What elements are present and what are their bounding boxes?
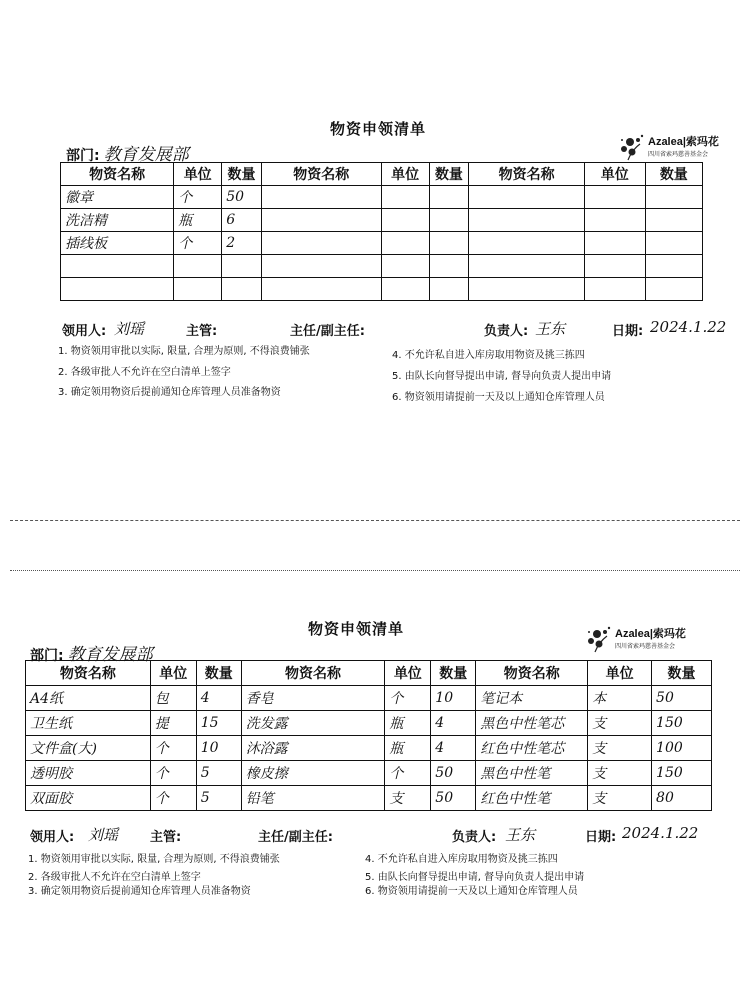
table-cell: 个 — [150, 761, 196, 786]
director-label: 主任/副主任: — [290, 324, 365, 339]
table-row — [26, 786, 712, 811]
responsible-value: 王东 — [505, 826, 536, 844]
cut-line — [10, 570, 740, 571]
table-cell: 50 — [652, 686, 712, 711]
table-row — [26, 686, 712, 711]
table-cell: 插线板 — [61, 232, 174, 255]
rule-item: 1. 物资领用审批以实际, 限量, 合理为原则, 不得浪费铺张 — [28, 854, 280, 865]
rule-item: 4. 不允许私自进入库房取用物资及挑三拣四 — [365, 854, 558, 865]
table-cell: 瓶 — [385, 711, 431, 736]
table-cell: 100 — [652, 736, 712, 761]
table-cell: 4 — [196, 686, 241, 711]
department-label: 部门: — [66, 148, 100, 164]
table-cell — [645, 232, 702, 255]
rule-item: 1. 物资领用审批以实际, 限量, 合理为原则, 不得浪费铺张 — [58, 346, 310, 357]
table-row — [61, 186, 703, 209]
table-cell — [61, 255, 174, 278]
date-value: 2024.1.22 — [622, 824, 699, 842]
header-cell: 物资名称 — [26, 661, 151, 686]
table-cell: 本 — [588, 686, 652, 711]
table-cell: 黑色中性笔 — [476, 761, 588, 786]
table-cell — [469, 232, 585, 255]
header-cell: 物资名称 — [469, 163, 585, 186]
header-cell: 数量 — [652, 661, 712, 686]
table-cell: 50 — [222, 186, 262, 209]
rule-item: 2. 各级审批人不允许在空白清单上签字 — [58, 367, 231, 378]
table-cell — [61, 278, 174, 301]
table-cell — [645, 209, 702, 232]
table-cell — [584, 278, 645, 301]
table-cell: 15 — [196, 711, 241, 736]
rule-item: 2. 各级审批人不允许在空白清单上签字 — [28, 872, 201, 883]
logo — [585, 622, 705, 662]
table-cell: 支 — [588, 711, 652, 736]
table-cell: 个 — [385, 761, 431, 786]
rule-item: 5. 由队长向督导提出申请, 督导向负责人提出申请 — [392, 371, 612, 382]
table-cell: 黑色中性笔芯 — [476, 711, 588, 736]
table-cell — [645, 255, 702, 278]
table-cell: 50 — [431, 761, 476, 786]
header-cell: 单位 — [584, 163, 645, 186]
table-cell — [584, 255, 645, 278]
table-cell: 卫生纸 — [26, 711, 151, 736]
responsible-label: 负责人: — [484, 324, 529, 339]
header-cell: 数量 — [429, 163, 469, 186]
table-cell: 支 — [385, 786, 431, 811]
table-cell: 铅笔 — [241, 786, 385, 811]
header-cell: 单位 — [588, 661, 652, 686]
table-cell: 透明胶 — [26, 761, 151, 786]
table-cell: 红色中性笔芯 — [476, 736, 588, 761]
table-cell: 2 — [222, 232, 262, 255]
table-cell — [469, 186, 585, 209]
table-cell — [261, 278, 381, 301]
table-cell — [261, 209, 381, 232]
form-title: 物资申领清单 — [330, 120, 427, 138]
recipient-value: 刘瑶 — [114, 320, 145, 338]
table-cell — [261, 255, 381, 278]
header-cell: 单位 — [174, 163, 222, 186]
table-cell — [261, 186, 381, 209]
table-cell — [174, 255, 222, 278]
header-cell: 物资名称 — [61, 163, 174, 186]
responsible-label: 负责人: — [452, 830, 497, 845]
table-cell: 个 — [174, 186, 222, 209]
table-cell — [381, 232, 429, 255]
table-row — [61, 232, 703, 255]
table-cell: 6 — [222, 209, 262, 232]
table-cell — [381, 209, 429, 232]
date-label: 日期: — [612, 324, 644, 339]
table-cell: 5 — [196, 786, 241, 811]
header-cell: 单位 — [381, 163, 429, 186]
table-cell — [429, 278, 469, 301]
table-cell — [381, 186, 429, 209]
header-cell: 数量 — [645, 163, 702, 186]
responsible-value: 王东 — [535, 320, 566, 338]
table-cell — [381, 278, 429, 301]
table-cell: 徽章 — [61, 186, 174, 209]
table-row — [26, 761, 712, 786]
logo-subtitle: 四川省索玛慈善基金会 — [615, 643, 676, 650]
table-row — [26, 736, 712, 761]
rule-item: 3. 确定领用物资后提前通知仓库管理人员准备物资 — [58, 387, 281, 398]
rule-item: 6. 物资领用请提前一天及以上通知仓库管理人员 — [365, 886, 578, 897]
table-cell: 沐浴露 — [241, 736, 385, 761]
table-cell — [584, 186, 645, 209]
table-cell — [645, 278, 702, 301]
table-cell: 150 — [652, 711, 712, 736]
recipient-value: 刘瑶 — [88, 826, 119, 844]
table-cell: 150 — [652, 761, 712, 786]
supervisor-label: 主管: — [186, 324, 218, 339]
table-cell: 洗发露 — [241, 711, 385, 736]
table-cell: 洗洁精 — [61, 209, 174, 232]
rule-item: 4. 不允许私自进入库房取用物资及挑三拣四 — [392, 350, 585, 361]
table-cell — [469, 209, 585, 232]
recipient-label: 领用人: — [62, 324, 107, 339]
table-cell: 瓶 — [385, 736, 431, 761]
header-cell: 数量 — [431, 661, 476, 686]
table-cell: 5 — [196, 761, 241, 786]
table-cell — [261, 232, 381, 255]
header-cell: 物资名称 — [476, 661, 588, 686]
table-row — [61, 209, 703, 232]
table-cell: 瓶 — [174, 209, 222, 232]
date-value: 2024.1.22 — [650, 318, 727, 336]
header-cell: 物资名称 — [261, 163, 381, 186]
header-cell: 数量 — [222, 163, 262, 186]
form-title: 物资申领清单 — [308, 620, 405, 638]
azalea-flower-icon — [618, 132, 650, 164]
table-cell — [584, 209, 645, 232]
table-row — [26, 711, 712, 736]
table-cell: 双面胶 — [26, 786, 151, 811]
table-cell: 10 — [431, 686, 476, 711]
cut-line — [10, 520, 740, 521]
logo-brand: Azalea|索玛花 — [615, 628, 686, 640]
table-cell: 个 — [150, 736, 196, 761]
table-cell: 80 — [652, 786, 712, 811]
table-cell: 个 — [385, 686, 431, 711]
rule-item: 5. 由队长向督导提出申请, 督导向负责人提出申请 — [365, 872, 585, 883]
table-cell: 包 — [150, 686, 196, 711]
table-cell — [584, 232, 645, 255]
recipient-label: 领用人: — [30, 830, 75, 845]
rule-item: 3. 确定领用物资后提前通知仓库管理人员准备物资 — [28, 886, 251, 897]
table-cell — [429, 186, 469, 209]
header-cell: 物资名称 — [241, 661, 385, 686]
date-label: 日期: — [585, 830, 617, 845]
table-cell: 支 — [588, 736, 652, 761]
table-cell: 个 — [174, 232, 222, 255]
table-cell — [469, 278, 585, 301]
table-cell — [222, 255, 262, 278]
items-table — [60, 162, 703, 301]
table-cell: 10 — [196, 736, 241, 761]
table-cell: 支 — [588, 761, 652, 786]
table-cell: 笔记本 — [476, 686, 588, 711]
logo-brand: Azalea|索玛花 — [648, 136, 719, 148]
table-cell — [469, 255, 585, 278]
table-cell — [381, 255, 429, 278]
table-cell: 提 — [150, 711, 196, 736]
table-cell — [222, 278, 262, 301]
department-value: 教育发展部 — [67, 645, 153, 665]
table-cell: 文件盒(大) — [26, 736, 151, 761]
supervisor-label: 主管: — [150, 830, 182, 845]
department-value: 教育发展部 — [103, 145, 189, 165]
rule-item: 6. 物资领用请提前一天及以上通知仓库管理人员 — [392, 392, 605, 403]
table-cell: 4 — [431, 736, 476, 761]
director-label: 主任/副主任: — [258, 830, 333, 845]
table-cell: A4纸 — [26, 686, 151, 711]
table-cell — [429, 255, 469, 278]
header-cell: 单位 — [150, 661, 196, 686]
items-table — [25, 660, 712, 811]
table-cell — [645, 186, 702, 209]
header-cell: 数量 — [196, 661, 241, 686]
table-cell — [429, 232, 469, 255]
table-cell: 50 — [431, 786, 476, 811]
table-header-row — [26, 661, 712, 686]
table-cell: 红色中性笔 — [476, 786, 588, 811]
department-label: 部门: — [30, 648, 64, 664]
table-row — [61, 255, 703, 278]
table-cell — [429, 209, 469, 232]
logo-subtitle: 四川省索玛慈善基金会 — [648, 151, 709, 158]
table-cell: 4 — [431, 711, 476, 736]
azalea-flower-icon — [585, 624, 617, 656]
table-cell: 支 — [588, 786, 652, 811]
table-cell: 个 — [150, 786, 196, 811]
table-cell — [174, 278, 222, 301]
table-cell: 香皂 — [241, 686, 385, 711]
header-cell: 单位 — [385, 661, 431, 686]
table-header-row — [61, 163, 703, 186]
table-row — [61, 278, 703, 301]
table-cell: 橡皮擦 — [241, 761, 385, 786]
